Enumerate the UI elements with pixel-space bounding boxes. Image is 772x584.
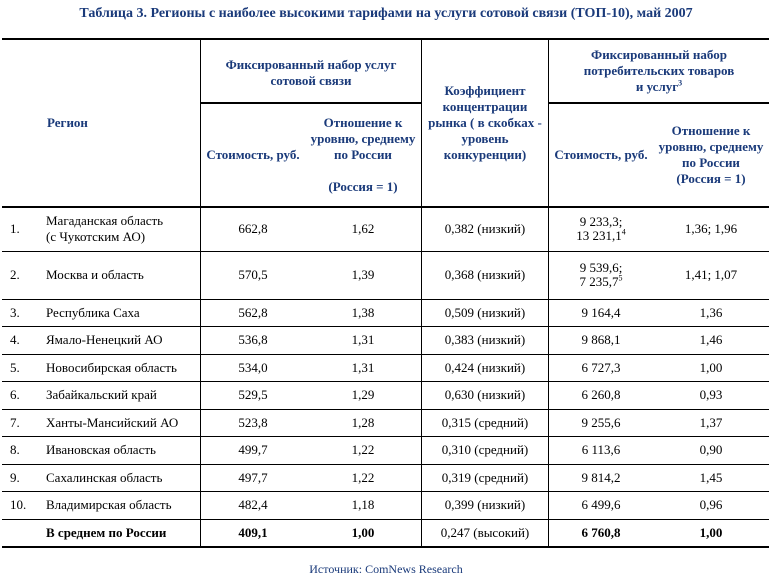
header-ratio-note: (Россия = 1)	[328, 179, 398, 194]
row-cost: 562,8	[201, 299, 306, 326]
row-region-line1: Магаданская область	[46, 213, 164, 229]
row-region: Ивановская область	[38, 436, 201, 464]
table-row	[2, 354, 769, 381]
row-goods-cost: 9 255,6	[549, 409, 654, 436]
row-ratio: 1,18	[305, 491, 422, 519]
row-goods-cost	[549, 207, 654, 251]
header-region: Регион	[2, 39, 201, 207]
header-cost: Стоимость, руб.	[201, 103, 306, 207]
row-goods-line1: 9 539,6;	[579, 260, 623, 275]
header-ratio-text: Отношение к уровню, среднему по России	[310, 115, 416, 162]
row-number: 10.	[2, 491, 38, 519]
row-goods-ratio: 0,90	[653, 436, 769, 464]
row-goods-ratio: 1,41; 1,07	[653, 251, 769, 299]
header-group-goods	[549, 39, 770, 103]
row-ratio: 1,22	[305, 464, 422, 491]
tariffs-table	[2, 38, 769, 548]
row-concentration: 0,319 (средний)	[422, 464, 549, 491]
total-cost: 409,1	[201, 519, 306, 547]
row-goods-line2: 13 231,1	[576, 228, 622, 244]
total-number	[2, 519, 38, 547]
row-concentration: 0,382 (низкий)	[422, 207, 549, 251]
row-cost: 529,5	[201, 381, 306, 409]
total-row	[2, 519, 769, 547]
header-cost-2: Стоимость, руб.	[549, 103, 654, 207]
row-region: Ямало-Ненецкий АО	[38, 326, 201, 354]
row-goods-ratio: 0,93	[653, 381, 769, 409]
row-region: Забайкальский край	[38, 381, 201, 409]
row-ratio: 1,38	[305, 299, 422, 326]
row-number: 9.	[2, 464, 38, 491]
row-region: Владимирская область	[38, 491, 201, 519]
row-region: Ханты-Мансийский АО	[38, 409, 201, 436]
row-goods-ratio: 1,36	[653, 299, 769, 326]
row-number: 6.	[2, 381, 38, 409]
footnote-5: 5	[618, 273, 623, 283]
row-cost: 499,7	[201, 436, 306, 464]
row-cost: 497,7	[201, 464, 306, 491]
header-ratio-2	[653, 103, 769, 207]
header-ratio-2-note: (Россия = 1)	[676, 171, 746, 186]
header-ratio-2-text: Отношение к уровню, среднему по России	[658, 123, 764, 170]
row-goods-cost: 9 164,4	[549, 299, 654, 326]
row-cost: 662,8	[201, 207, 306, 251]
row-ratio: 1,31	[305, 354, 422, 381]
table-row	[2, 409, 769, 436]
row-cost: 523,8	[201, 409, 306, 436]
row-goods-ratio: 1,36; 1,96	[653, 207, 769, 251]
row-goods-ratio: 1,46	[653, 326, 769, 354]
header-concentration: Коэффициент концентрации рынка ( в скобках - уровень конкуренции)	[422, 39, 549, 207]
row-concentration: 0,368 (низкий)	[422, 251, 549, 299]
row-cost: 570,5	[201, 251, 306, 299]
total-region: В среднем по России	[38, 519, 201, 547]
table-row	[2, 251, 769, 299]
row-ratio: 1,22	[305, 436, 422, 464]
row-goods-line1: 9 233,3;	[579, 214, 623, 230]
table-row	[2, 436, 769, 464]
footnote-4: 4	[621, 227, 626, 237]
header-group-goods-line2: и услуг	[635, 79, 679, 94]
row-goods-cost: 6 260,8	[549, 381, 654, 409]
row-ratio: 1,28	[305, 409, 422, 436]
table-row	[2, 381, 769, 409]
row-region: Москва и область	[38, 251, 201, 299]
table-row	[2, 491, 769, 519]
row-goods-ratio: 1,00	[653, 354, 769, 381]
footnote-3: 3	[678, 78, 683, 88]
table-row	[2, 207, 769, 251]
row-goods-ratio: 0,96	[653, 491, 769, 519]
row-concentration: 0,630 (низкий)	[422, 381, 549, 409]
total-concentration: 0,247 (высокий)	[422, 519, 549, 547]
row-concentration: 0,310 (средний)	[422, 436, 549, 464]
row-goods-cost	[549, 251, 654, 299]
row-number: 2.	[2, 251, 38, 299]
row-concentration: 0,315 (средний)	[422, 409, 549, 436]
row-region	[38, 207, 201, 251]
table-row	[2, 326, 769, 354]
row-concentration: 0,424 (низкий)	[422, 354, 549, 381]
source-note: Источник: ComNews Research	[309, 562, 463, 576]
row-concentration: 0,383 (низкий)	[422, 326, 549, 354]
row-goods-ratio: 1,45	[653, 464, 769, 491]
header-ratio	[305, 103, 422, 207]
table-row	[2, 299, 769, 326]
table-title: Таблица 3. Регионы с наиболее высокими тарифами на услуги сотовой связи (ТОП-10), май 2007	[79, 6, 693, 21]
total-goods-ratio: 1,00	[653, 519, 769, 547]
row-ratio: 1,31	[305, 326, 422, 354]
row-concentration: 0,399 (низкий)	[422, 491, 549, 519]
row-goods-ratio: 1,37	[653, 409, 769, 436]
row-number: 3.	[2, 299, 38, 326]
table-row	[2, 464, 769, 491]
row-number: 7.	[2, 409, 38, 436]
header-group-goods-line1: Фиксированный набор потребительских товаров	[583, 47, 735, 78]
row-cost: 534,0	[201, 354, 306, 381]
row-region: Сахалинская область	[38, 464, 201, 491]
row-concentration: 0,509 (низкий)	[422, 299, 549, 326]
row-goods-cost: 6 499,6	[549, 491, 654, 519]
total-ratio: 1,00	[305, 519, 422, 547]
total-goods-cost: 6 760,8	[549, 519, 654, 547]
row-region: Новосибирская область	[38, 354, 201, 381]
row-goods-cost: 6 727,3	[549, 354, 654, 381]
row-ratio: 1,62	[305, 207, 422, 251]
row-region: Республика Саха	[38, 299, 201, 326]
row-number: 5.	[2, 354, 38, 381]
row-ratio: 1,39	[305, 251, 422, 299]
header-group-cellular: Фиксированный набор услуг сотовой связи	[201, 39, 422, 103]
row-goods-cost: 9 814,2	[549, 464, 654, 491]
row-goods-cost: 9 868,1	[549, 326, 654, 354]
row-region-line2: (с Чукотским АО)	[46, 229, 146, 245]
row-number: 8.	[2, 436, 38, 464]
row-number: 4.	[2, 326, 38, 354]
row-cost: 482,4	[201, 491, 306, 519]
row-ratio: 1,29	[305, 381, 422, 409]
row-number: 1.	[2, 207, 38, 251]
row-goods-cost: 6 113,6	[549, 436, 654, 464]
row-goods-line2: 7 235,7	[579, 274, 619, 289]
row-cost: 536,8	[201, 326, 306, 354]
